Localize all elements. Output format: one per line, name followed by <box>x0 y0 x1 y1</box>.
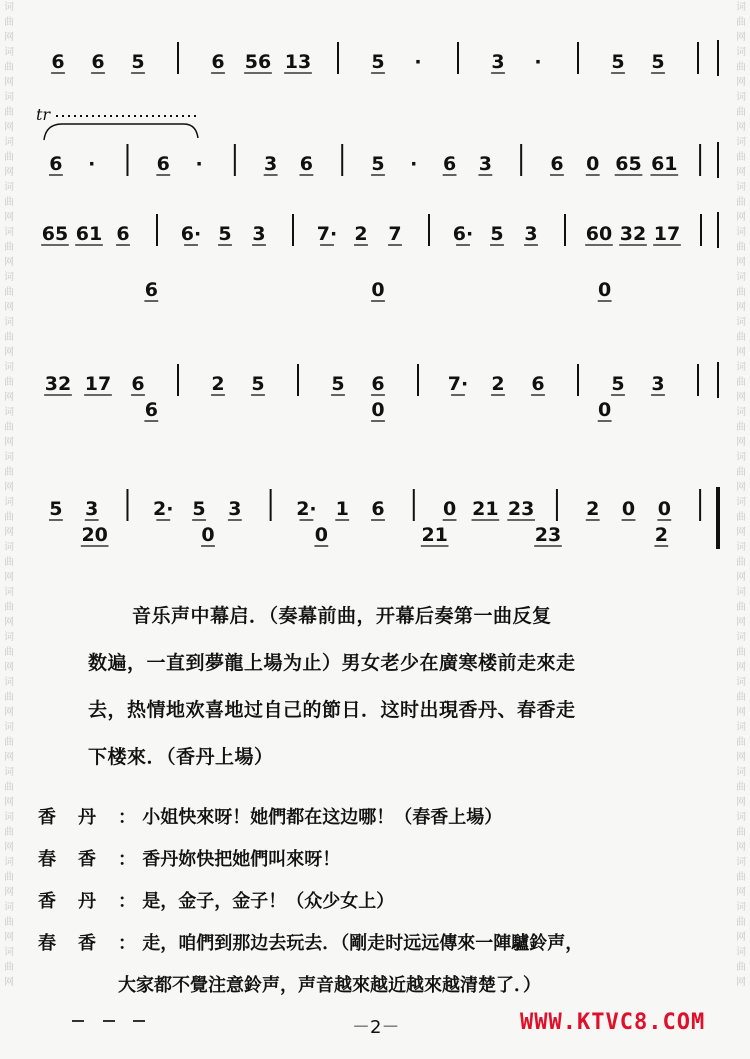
footer-dash <box>103 1020 115 1022</box>
score-note: 6 <box>49 153 63 175</box>
score-note: 3 <box>491 51 505 73</box>
score-note: · <box>410 153 418 175</box>
score-note: 20 <box>81 524 108 546</box>
score-note: 6 <box>51 51 65 73</box>
score-note: 2· <box>153 498 174 520</box>
score-note: 2 <box>654 524 668 546</box>
score-note: 6 <box>131 373 145 395</box>
score-note: · <box>534 51 542 73</box>
score-note: 6 <box>442 153 457 175</box>
score-note: 5 <box>331 373 345 395</box>
side-watermark-right: 词曲网词曲网词曲网词曲网词曲网词曲网词曲网词曲网词曲网词曲网词曲网词曲网词曲网词曲网词曲网词曲网词曲网词曲网词曲网词曲网词曲网词曲网 <box>736 2 746 988</box>
score-note: 0 <box>621 498 636 520</box>
dialogue-line-1: 香丹： 小姐快來呀！她們都在这边哪！（春香上場） <box>38 796 718 840</box>
score-note: 3 <box>478 153 492 175</box>
score-note: 60 <box>585 223 613 245</box>
score-note: 2 <box>491 373 505 395</box>
score-note: 21 <box>421 524 448 546</box>
score-note: 5 <box>251 373 265 395</box>
score-note: 0 <box>442 498 457 520</box>
score-note: 0 <box>657 498 671 520</box>
score-note: 0 <box>371 399 385 421</box>
page-number: －2－ <box>352 1017 400 1038</box>
dialogue-text: 香丹妳快把她們叫來呀！ <box>142 849 341 870</box>
score-note: 6 <box>211 51 225 73</box>
score-note: 6 <box>144 279 158 301</box>
trill-mark: tr <box>36 105 51 124</box>
score-note: 32 <box>44 373 72 395</box>
score-note: 7· <box>447 373 469 395</box>
score-note: 3 <box>228 498 242 520</box>
score-note: 6 <box>156 153 170 175</box>
score-note: 17 <box>84 373 112 395</box>
score-note: 21 <box>472 498 499 520</box>
score-note: 5 <box>371 153 385 175</box>
slur-arc <box>44 124 198 140</box>
score-note: 0 <box>314 524 328 546</box>
score-note: 13 <box>284 51 312 73</box>
score-note: 2 <box>211 373 225 395</box>
score-note: 6 <box>371 373 385 395</box>
score-note: 7 <box>388 223 402 245</box>
score-note: 0 <box>598 399 612 421</box>
score-note: 3 <box>85 498 99 520</box>
footer-dash <box>133 1020 145 1022</box>
score-note: 0 <box>371 279 385 301</box>
footer-dash <box>72 1020 84 1022</box>
score-note: 6 <box>531 373 545 395</box>
para-line-1: 音乐声中幕启．（奏幕前曲，开幕后奏第一曲反复 <box>132 605 552 627</box>
dialogue-line-3: 香丹： 是，金子，金子！（众少女上） <box>38 880 718 924</box>
score-note: 5 <box>218 223 232 245</box>
score-note: 2· <box>296 498 317 520</box>
score-note: 23 <box>534 524 562 546</box>
side-watermark-left: 词曲网词曲网词曲网词曲网词曲网词曲网词曲网词曲网词曲网词曲网词曲网词曲网词曲网词曲网词曲网词曲网词曲网词曲网词曲网词曲网词曲网词曲网 <box>4 2 14 988</box>
score-note: 6 <box>116 223 130 245</box>
score-note: 32 <box>619 223 647 245</box>
score-note: 3 <box>524 223 538 245</box>
speaker: 香丹 <box>38 891 118 912</box>
speaker: 春香 <box>38 849 118 870</box>
para-line-4: 下楼來．（香丹上場） <box>88 746 274 768</box>
para-line-2: 数遍，一直到夢龍上場为止）男女老少在廣寒楼前走來走 <box>88 652 576 674</box>
score-note: 5 <box>371 51 385 73</box>
score-note: 17 <box>653 223 681 245</box>
score-note: 0 <box>201 524 215 546</box>
para-line-3: 去，热情地欢喜地过自己的節日．这时出現香丹、春香走 <box>88 699 576 721</box>
site-watermark: WWW.KTVC8.COM <box>520 1010 706 1035</box>
score-note: 61 <box>651 153 678 175</box>
speaker: 春香 <box>38 933 118 954</box>
score-note: 6 <box>371 498 385 520</box>
dialogue-text: 走，咱們到那边去玩去．（剛走时远远傳來一陣驢鈴声， <box>142 933 584 954</box>
score-note: 5 <box>490 223 504 245</box>
score-note: 6 <box>91 51 105 73</box>
dialogue-continuation: 大家都不覺注意鈴声，声音越來越近越來越清楚了．） <box>118 975 541 996</box>
score-note: 6 <box>550 153 564 175</box>
score-note: 1 <box>335 498 349 520</box>
score-note: 65 <box>41 223 69 245</box>
dialogue-text: 是，金子，金子！（众少女上） <box>142 891 395 912</box>
speaker: 香丹 <box>38 807 118 828</box>
score-note: 5 <box>49 498 63 520</box>
dialogue-line-2: 春香： 香丹妳快把她們叫來呀！ <box>38 838 718 882</box>
score-note: 5 <box>611 373 625 395</box>
score-note: 2 <box>354 223 368 245</box>
score-note: 3 <box>264 153 278 175</box>
score-note: 5 <box>131 51 145 73</box>
score-note: 56 <box>244 51 272 73</box>
score-note: · <box>414 51 422 73</box>
score-note: 23 <box>507 498 535 520</box>
score-note: 6· <box>452 223 474 245</box>
dialogue-text: 小姐快來呀！她們都在这边哪！（春香上場） <box>142 807 503 828</box>
score-note: 5 <box>192 498 206 520</box>
score-note: 5 <box>611 51 625 73</box>
score-note: 5 <box>651 51 665 73</box>
score-note: 61 <box>75 223 103 245</box>
score-note: 2 <box>586 498 600 520</box>
score-note: · <box>88 153 96 175</box>
score-note: 7· <box>316 223 338 245</box>
score-note: 0 <box>586 153 600 175</box>
score-note: · <box>195 153 203 175</box>
score-note: 3 <box>252 223 266 245</box>
dialogue-line-4: 春香： 走，咱們到那边去玩去．（剛走时远远傳來一陣驢鈴声， <box>38 922 718 966</box>
score-note: 6 <box>299 153 314 175</box>
score-note: 3 <box>651 373 665 395</box>
score-note: 0 <box>598 279 612 301</box>
score-note: 65 <box>615 153 642 175</box>
score-note: 6· <box>180 223 202 245</box>
score-note: 6 <box>144 399 158 421</box>
